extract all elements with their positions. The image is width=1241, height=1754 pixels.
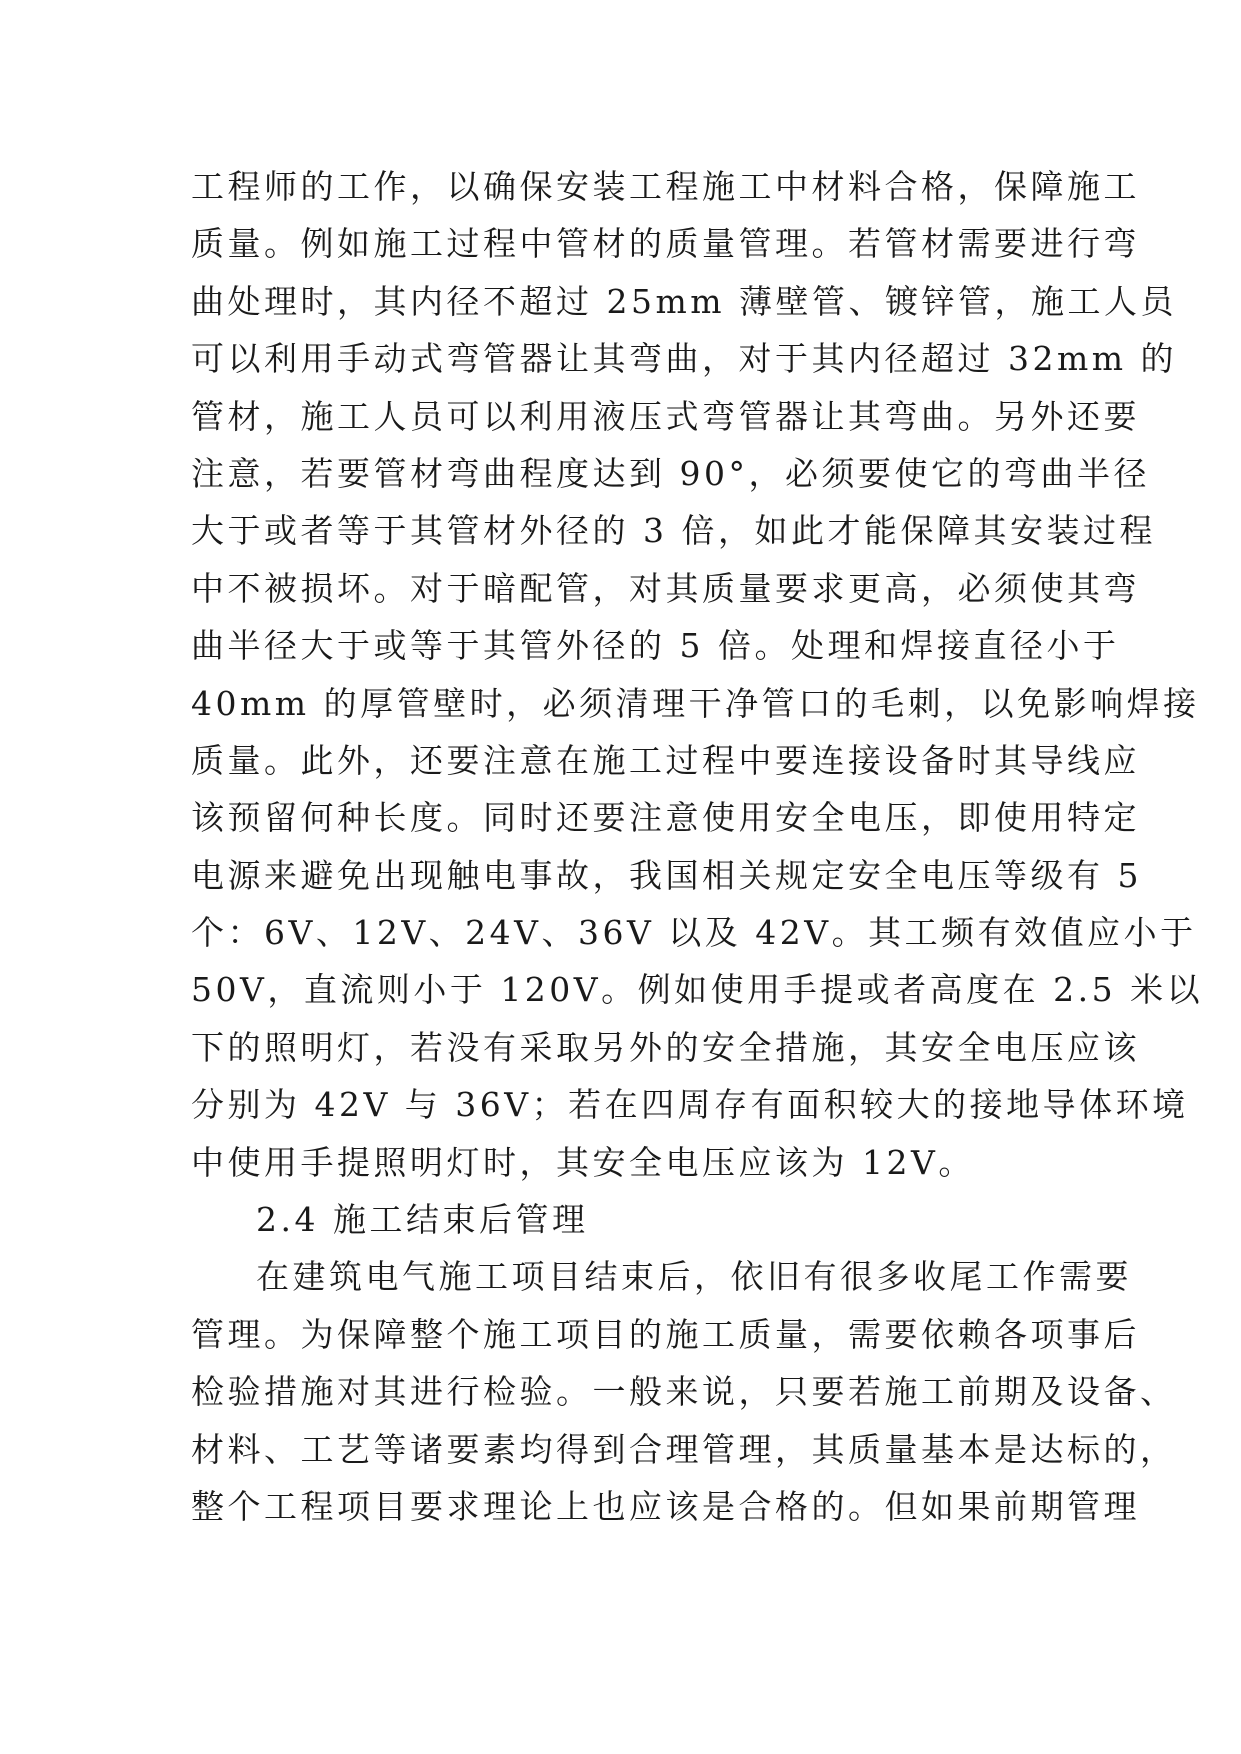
paragraph-line: 曲处理时，其内径不超过 25mm 薄壁管、镀锌管，施工人员 xyxy=(191,281,1178,321)
paragraph-line: 大于或者等于其管材外径的 3 倍，如此才能保障其安装过程 xyxy=(191,511,1156,551)
paragraph-line: 管理。为保障整个施工项目的施工质量，需要依赖各项事后 xyxy=(191,1314,1140,1354)
paragraph-line: 材料、工艺等诸要素均得到合理管理，其质量基本是达标的， xyxy=(191,1429,1177,1469)
paragraph-line: 在建筑电气施工项目结束后，依旧有很多收尾工作需要 xyxy=(256,1257,1132,1297)
paragraph-line: 工程师的工作，以确保安装工程施工中材料合格，保障施工 xyxy=(191,167,1140,206)
paragraph-line: 该预留何种长度。同时还要注意使用安全电压，即使用特定 xyxy=(191,798,1140,838)
paragraph-line: 中不被损坏。对于暗配管，对其质量要求更高，必须使其弯 xyxy=(191,568,1140,608)
section-heading: 2.4 施工结束后管理 xyxy=(256,1200,589,1240)
paragraph-line: 个：6V、12V、24V、36V 以及 42V。其工频有效值应小于 xyxy=(191,913,1197,953)
paragraph-line: 可以利用手动式弯管器让其弯曲，对于其内径超过 32mm 的 xyxy=(191,339,1178,379)
paragraph-line: 质量。此外，还要注意在施工过程中要连接设备时其导线应 xyxy=(191,740,1140,780)
paragraph-line: 质量。例如施工过程中管材的质量管理。若管材需要进行弯 xyxy=(191,224,1140,264)
paragraph-line: 下的照明灯，若没有采取另外的安全措施，其安全电压应该 xyxy=(191,1027,1140,1067)
paragraph-line: 检验措施对其进行检验。一般来说，只要若施工前期及设备、 xyxy=(191,1372,1177,1412)
paragraph-line: 中使用手提照明灯时，其安全电压应该为 12V。 xyxy=(191,1142,975,1182)
paragraph-line: 曲半径大于或等于其管外径的 5 倍。处理和焊接直径小于 xyxy=(191,626,1120,666)
paragraph-line: 50V，直流则小于 120V。例如使用手提或者高度在 2.5 米以 xyxy=(191,970,1204,1010)
paragraph-line: 管材，施工人员可以利用液压式弯管器让其弯曲。另外还要 xyxy=(191,396,1140,436)
paragraph-line: 注意，若要管材弯曲程度达到 90°，必须要使它的弯曲半径 xyxy=(191,453,1150,493)
document-body xyxy=(191,158,1204,1535)
paragraph-line: 电源来避免出现触电事故，我国相关规定安全电压等级有 5 xyxy=(191,855,1142,895)
paragraph-line: 整个工程项目要求理论上也应该是合格的。但如果前期管理 xyxy=(191,1486,1140,1526)
paragraph-line: 40mm 的厚管壁时，必须清理干净管口的毛刺，以免影响焊接 xyxy=(191,683,1200,723)
paragraph-line: 分别为 42V 与 36V；若在四周存有面积较大的接地导体环境 xyxy=(191,1085,1189,1125)
